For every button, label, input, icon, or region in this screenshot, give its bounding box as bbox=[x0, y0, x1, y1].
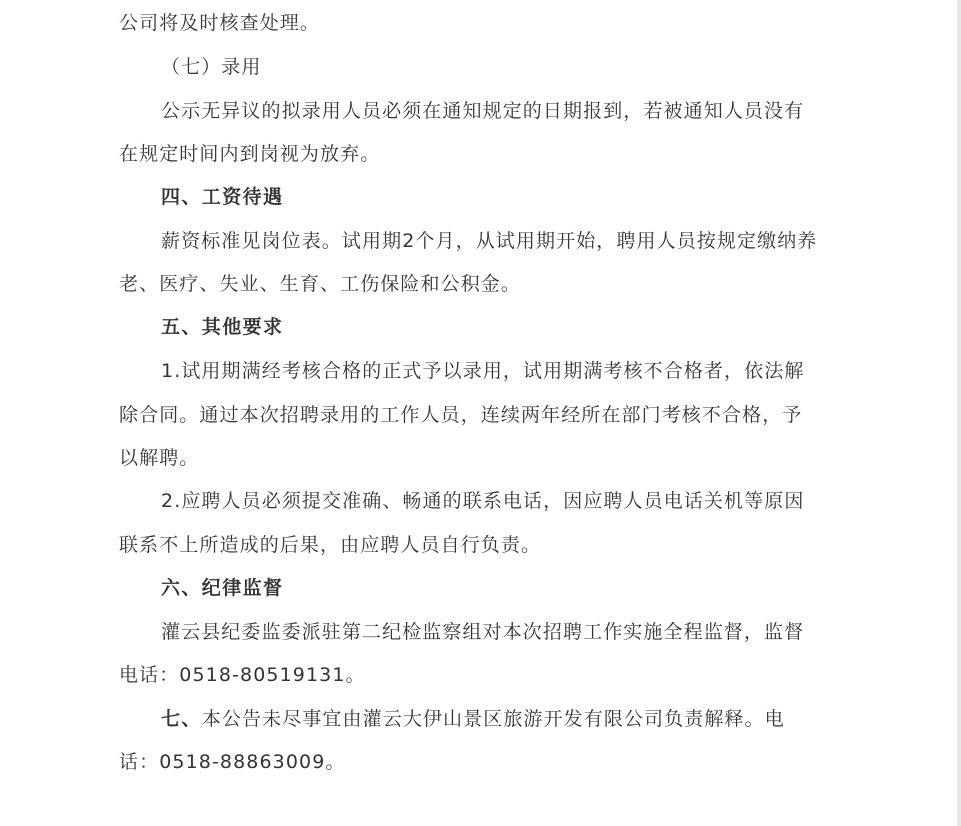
section-heading: 七、 bbox=[161, 708, 202, 730]
section-heading: 五、其他要求 bbox=[161, 316, 284, 338]
paragraph-line: 在规定时间内到岗视为放弃。 bbox=[119, 143, 381, 165]
subsection-title: （七）录用 bbox=[161, 56, 262, 78]
paragraph-line: 灌云县纪委监委派驻第二纪检监察组对本次招聘工作实施全程监督，监督 bbox=[161, 621, 805, 643]
paragraph-line: 老、医疗、失业、生育、工伤保险和公积金。 bbox=[119, 273, 522, 295]
paragraph-line: 2.应聘人员必须提交准确、畅通的联系电话，因应聘人员电话关机等原因 bbox=[161, 490, 805, 512]
page-edge-bar bbox=[957, 0, 961, 826]
paragraph-line: 薪资标准见岗位表。试用期2个月，从试用期开始，聘用人员按规定缴纳养 bbox=[161, 230, 818, 252]
paragraph-line: 话：0518-88863009。 bbox=[119, 751, 346, 773]
section-heading: 四、工资待遇 bbox=[161, 186, 284, 208]
section-paragraph bbox=[161, 706, 785, 732]
paragraph-text: 本公告未尽事宜由灌云大伊山景区旅游开发有限公司负责解释。电 bbox=[201, 708, 785, 730]
paragraph-line: 1.试用期满经考核合格的正式予以录用，试用期满考核不合格者，依法解 bbox=[161, 360, 805, 382]
section-heading: 六、纪律监督 bbox=[161, 577, 284, 599]
paragraph-line: 联系不上所造成的后果，由应聘人员自行负责。 bbox=[119, 534, 542, 556]
paragraph-line: 除合同。通过本次招聘录用的工作人员，连续两年经所在部门考核不合格，予 bbox=[119, 404, 803, 426]
paragraph-line: 公司将及时核查处理。 bbox=[119, 12, 321, 34]
paragraph-line: 公示无异议的拟录用人员必须在通知规定的日期报到，若被通知人员没有 bbox=[161, 100, 805, 122]
paragraph-line: 以解聘。 bbox=[119, 447, 200, 469]
paragraph-line: 电话：0518-80519131。 bbox=[119, 664, 366, 686]
